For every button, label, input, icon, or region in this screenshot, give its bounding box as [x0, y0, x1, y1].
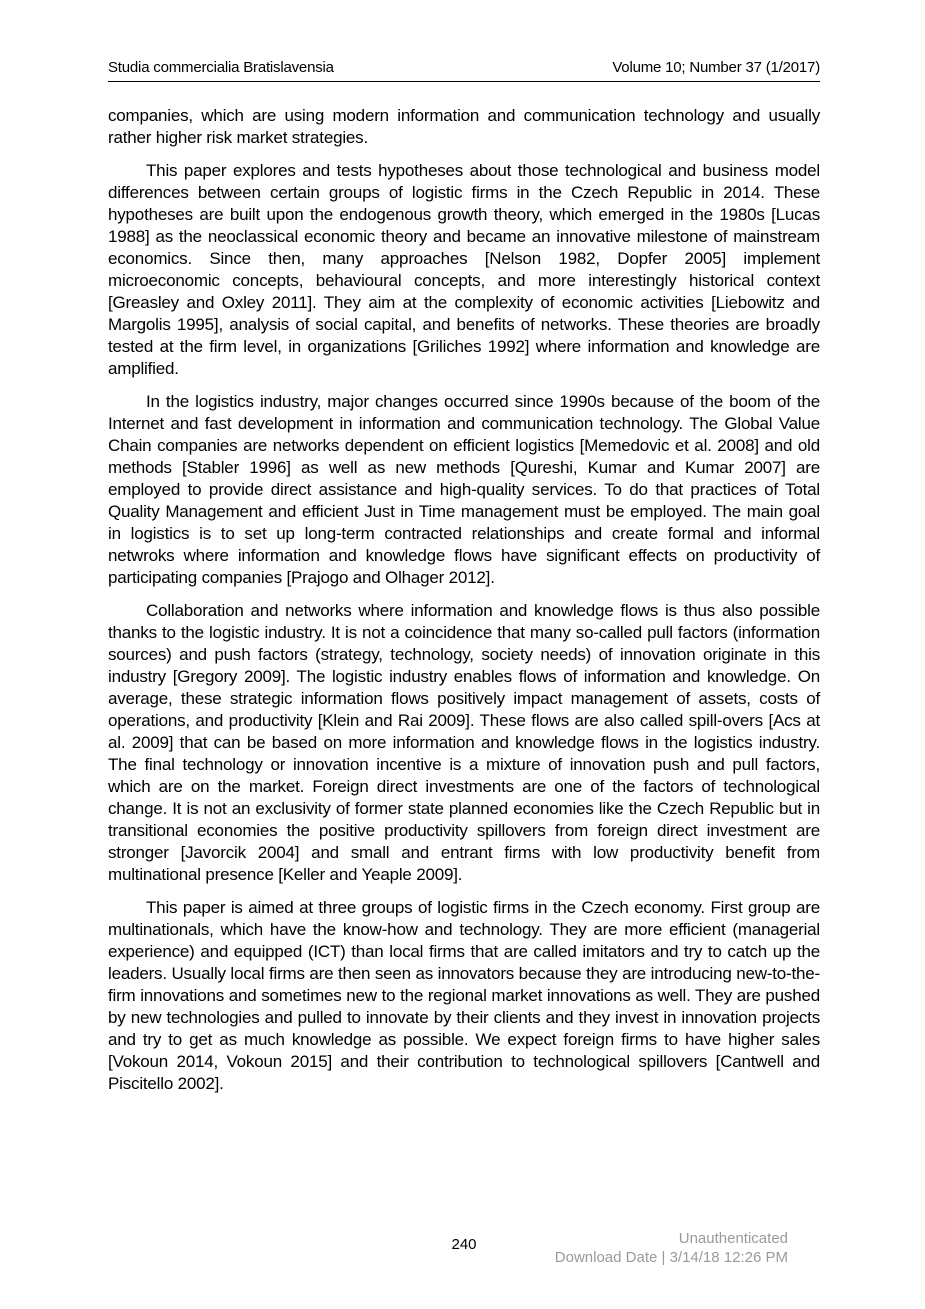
stamp-download-date: Download Date | 3/14/18 12:26 PM: [554, 1249, 788, 1266]
page-header: [108, 59, 820, 82]
download-stamp: [555, 1229, 788, 1267]
paragraph: In the logistics industry, major changes occurred since 1990s because of the boom of the Internet and fast development in information and communication technology. The Global Value Chain companies are networks dependent on efficient logistics [Memedovic et al. 2008] and old methods [Stabler 1996] as well as new methods [Qureshi, Kumar and Kumar 2007] are employed to provide direct assistance and high-quality services. To do that practices of Total Quality Management and efficient Just in Time management must be employed. The main goal in logistics is to set up long-term contracted relationships and create formal and informal netwroks where information and knowledge flows have significant effects on productivity of participating companies [Prajogo and Olhager 2012].: [108, 392, 820, 587]
paragraph: This paper explores and tests hypotheses about those technological and business model differences between certain groups of logistic firms in the Czech Republic in 2014. These hypotheses are built upon the endogenous growth theory, which emerged in the 1980s [Lucas 1988] as the neoclassical economic theory and became an innovative milestone of mainstream economics. Since then, many approaches [Nelson 1982, Dopfer 2005] implement microeconomic concepts, behavioural concepts, and more interestingly historical context [Greasley and Oxley 2011]. They aim at the complexity of economic activities [Liebowitz and Margolis 1995], analysis of social capital, and benefits of networks. These theories are broadly tested at the firm level, in organizations [Griliches 1992] where information and knowledge are amplified.: [108, 161, 820, 378]
paragraph: Collaboration and networks where information and knowledge flows is thus also possible thanks to the logistic industry. It is not a coincidence that many so-called pull factors (information sources) and push factors (strategy, technology, society needs) of innovation originate in this industry [Gregory 2009]. The logistic industry enables flows of information and knowledge. On average, these strategic information flows positively impact management of assets, costs of operations, and productivity [Klein and Rai 2009]. These flows are also called spill-overs [Acs at al. 2009] that can be based on more information and knowledge flows in the logistics industry. The final technology or innovation incentive is a mixture of innovation push and pull factors, which are on the market. Foreign direct investments are one of the factors of technological change. It is not an exclusivity of former state planned economies like the Czech Republic but in transitional economies the positive productivity spillovers from foreign direct investment are stronger [Javorcik 2004] and small and entrant firms with low productivity benefit from multinational presence [Keller and Yeaple 2009].: [108, 601, 820, 884]
body-text: [108, 105, 820, 1106]
journal-title: Studia commercialia Bratislavensia: [108, 59, 334, 76]
paragraph: This paper is aimed at three groups of logistic firms in the Czech economy. First group are multinationals, which have the know-how and technology. They are more efficient (managerial experience) and equipped (ICT) than local firms that are called imitators and try to catch up the leaders. Usually local firms are then seen as innovators because they are introducing new-to-the-firm innovations and sometimes new to the regional market innovations as well. They are pushed by new technologies and pulled to innovate by their clients and they invest in innovation projects and try to get as much knowledge as possible. We expect foreign firms to have higher sales [Vokoun 2014, Vokoun 2015] and their contribution to technological spillovers [Cantwell and Piscitello 2002].: [108, 898, 820, 1093]
page-number: 240: [451, 1236, 477, 1253]
issue-info: Volume 10; Number 37 (1/2017): [612, 59, 820, 76]
paragraph-continuation: companies, which are using modern information and communication technology and usually rather higher risk market strategies.: [108, 106, 820, 147]
stamp-unauthenticated: Unauthenticated: [678, 1230, 788, 1247]
